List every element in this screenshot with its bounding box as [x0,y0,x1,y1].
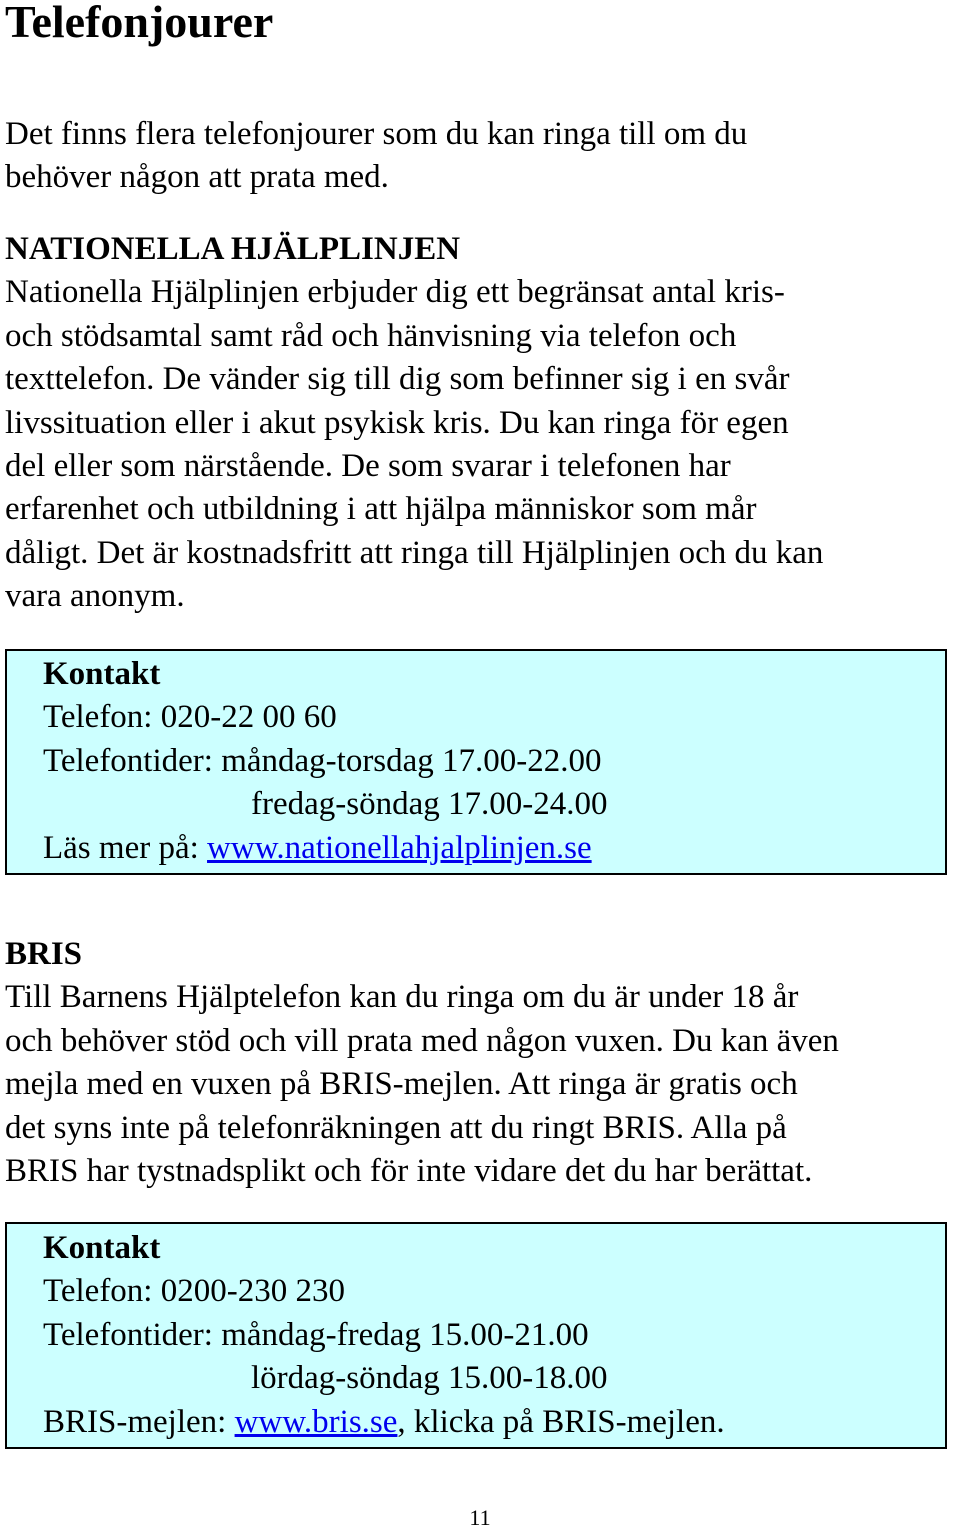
contact-heading: Kontakt [43,656,161,692]
page-title: Telefonjourer [5,0,274,47]
bris-contact-box [5,1222,947,1449]
bris-line: BRIS har tystnadsplikt och för inte vidare det du har berättat. [5,1153,813,1190]
bris-website-link[interactable]: www.bris.se [234,1403,398,1440]
nationella-line: erfarenhet och utbildning i att hjälpa människor som mår [5,491,757,528]
contact-mail [43,1401,945,1444]
nationella-heading: NATIONELLA HJÄLPLINJEN [5,231,461,267]
mail-suffix: , klicka på BRIS-mejlen. [397,1403,725,1440]
nationella-line: Nationella Hjälplinjen erbjuder dig ett begränsat antal kris- [5,274,785,311]
contact-hours-weekend: lördag-söndag 15.00-18.00 [251,1360,608,1397]
bris-heading: BRIS [5,936,83,972]
bris-line: Till Barnens Hjälptelefon kan du ringa om du är under 18 år [5,979,799,1016]
bris-line: det syns inte på telefonräkningen att du ringt BRIS. Alla på [5,1109,787,1146]
nationella-line: och stödsamtal samt råd och hänvisning via telefon och [5,317,737,354]
nationella-line: vara anonym. [5,578,185,615]
nationella-line: dåligt. Det är kostnadsfritt att ringa till Hjälplinjen och du kan [5,534,824,571]
nationella-section [5,228,960,619]
nationella-line: livssituation eller i akut psykisk kris. Du kan ringa för egen [5,404,789,441]
contact-hours-weekdays: Telefontider: måndag-torsdag 17.00-22.00 [43,742,602,779]
intro-paragraph [5,113,960,200]
nationella-website-link[interactable]: www.nationellahjalplinjen.se [207,829,592,866]
contact-phone: Telefon: 0200-230 230 [43,1273,345,1310]
contact-hours-weekdays: Telefontider: måndag-fredag 15.00-21.00 [43,1316,589,1353]
mail-label: BRIS-mejlen: [43,1403,235,1440]
contact-hours-weekend: fredag-söndag 17.00-24.00 [251,786,608,823]
intro-line: behöver någon att prata med. [5,159,389,196]
bris-section [5,933,960,1193]
contact-more-info [43,827,945,870]
bris-line: och behöver stöd och vill prata med någon vuxen. Du kan även [5,1022,839,1059]
nationella-contact-box [5,649,947,875]
page-number: 11 [469,1505,491,1530]
nationella-line: del eller som närstående. De som svarar i telefonen har [5,448,731,485]
bris-line: mejla med en vuxen på BRIS-mejlen. Att ringa är gratis och [5,1066,798,1103]
intro-line: Det finns flera telefonjourer som du kan ringa till om du [5,116,748,152]
nationella-line: texttelefon. De vänder sig till dig som befinner sig i en svår [5,361,790,398]
contact-heading: Kontakt [43,1230,161,1266]
contact-phone: Telefon: 020-22 00 60 [43,699,337,736]
more-info-label: Läs mer på: [43,829,208,866]
